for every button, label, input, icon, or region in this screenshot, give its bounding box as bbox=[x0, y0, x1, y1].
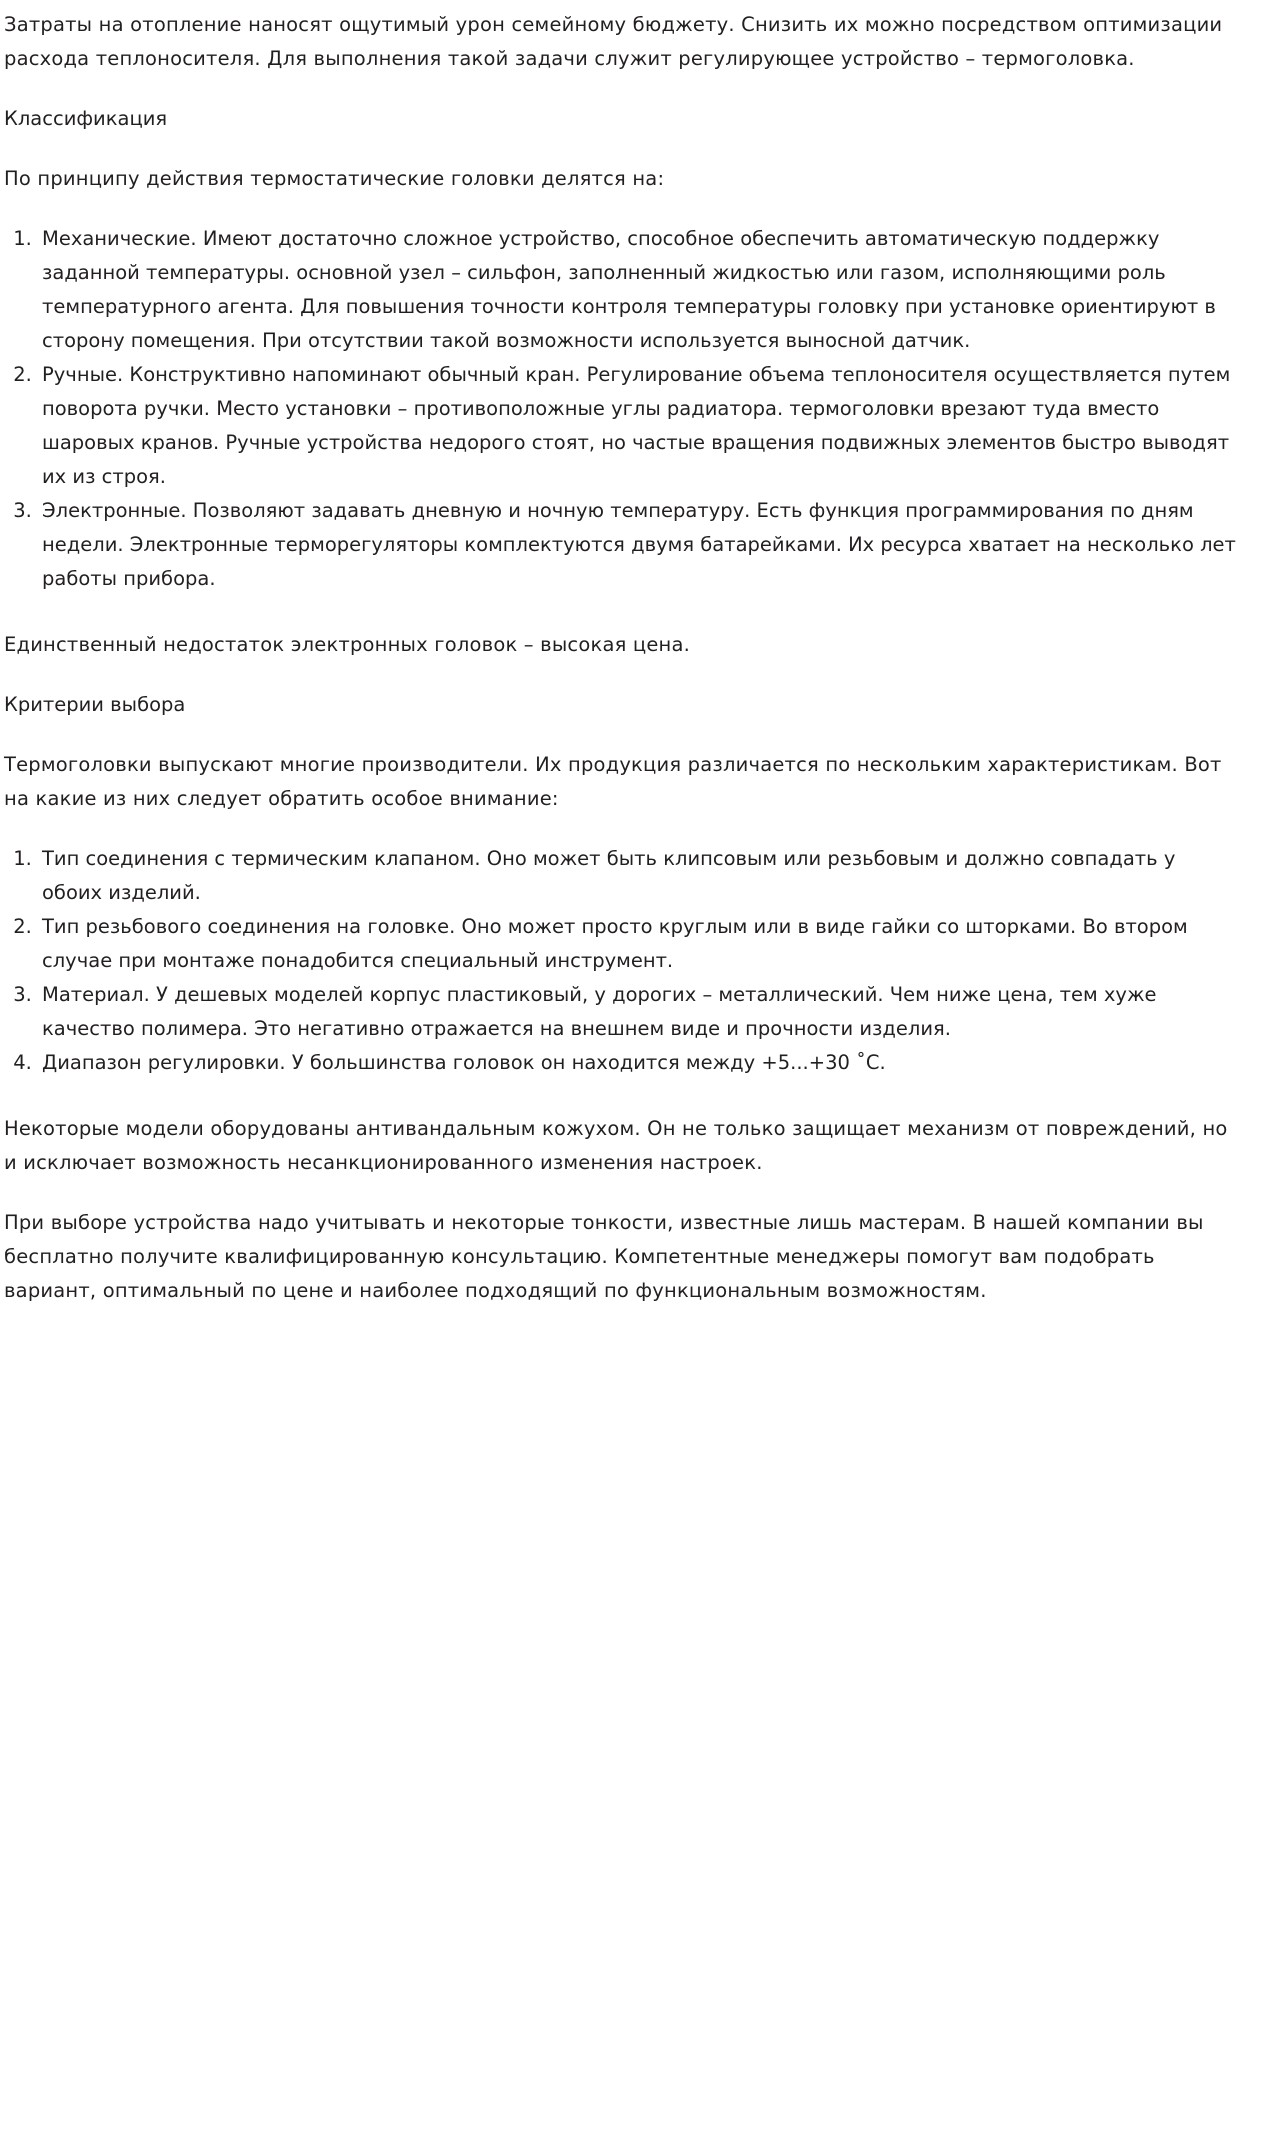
list-item: 4. Диапазон регулировки. У большинства головок он находится между +5...+30 ˚С. bbox=[38, 1046, 1240, 1080]
section-heading-criteria: Критерии выбора bbox=[4, 693, 186, 716]
criteria-note: Некоторые модели оборудованы антивандальным кожухом. Он не только защищает механизм от повреждений, но и исключает возможность несанкционированного изменения настроек. bbox=[4, 1117, 1228, 1174]
list-item: 2. Тип резьбового соединения на головке. Оно может просто круглым или в виде гайки со шторками. Во втором случае при монтаже понадобится специальный инструмент. bbox=[38, 910, 1240, 978]
list-item: 1. Тип соединения с термическим клапаном. Оно может быть клипсовым или резьбовым и должно совпадать у обоих изделий. bbox=[38, 842, 1240, 910]
closing-paragraph: При выборе устройства надо учитывать и некоторые тонкости, известные лишь мастерам. В нашей компании вы бесплатно получите квалифицированную консультацию. Компетентные менеджеры помогут вам подобрать вариант, оптимальный по цене и наиболее подходящий по функциональным возможностям. bbox=[4, 1211, 1204, 1302]
classification-note: Единственный недостаток электронных головок – высокая цена. bbox=[4, 633, 691, 656]
list-item: 3. Материал. У дешевых моделей корпус пластиковый, у дорогих – металлический. Чем ниже цена, тем хуже качество полимера. Это негативно отражается на внешнем виде и прочности изделия. bbox=[38, 978, 1240, 1046]
list-item: 3. Электронные. Позволяют задавать дневную и ночную температуру. Есть функция программирования по дням недели. Электронные терморегуляторы комплектуются двумя батарейками. Их ресурса хватает на несколько лет работы прибора. bbox=[38, 494, 1240, 596]
list-item: 2. Ручные. Конструктивно напоминают обычный кран. Регулирование объема теплоносителя осуществляется путем поворота ручки. Место установки – противоположные углы радиатора. термоголовки врезают туда вместо шаровых кранов. Ручные устройства недорого стоят, но частые вращения подвижных элементов быстро выводят их из строя. bbox=[38, 358, 1240, 494]
intro-paragraph: Затраты на отопление наносят ощутимый урон семейному бюджету. Снизить их можно посредством оптимизации расхода теплоносителя. Для выполнения такой задачи служит регулирующее устройство – термоголовка. bbox=[4, 13, 1223, 70]
criteria-list bbox=[4, 842, 1240, 1080]
criteria-lead: Термоголовки выпускают многие производители. Их продукция различается по нескольким характеристикам. Вот на какие из них следует обратить особое внимание: bbox=[4, 753, 1222, 810]
section-heading-classification: Классификация bbox=[4, 107, 168, 130]
classification-list bbox=[4, 222, 1240, 596]
list-item: 1. Механические. Имеют достаточно сложное устройство, способное обеспечить автоматическую поддержку заданной температуры. основной узел – сильфон, заполненный жидкостью или газом, исполняющими роль температурного агента. Для повышения точности контроля температуры головку при установке ориентируют в сторону помещения. При отсутствии такой возможности используется выносной датчик. bbox=[38, 222, 1240, 358]
classification-lead: По принципу действия термостатические головки делятся на: bbox=[4, 167, 665, 190]
